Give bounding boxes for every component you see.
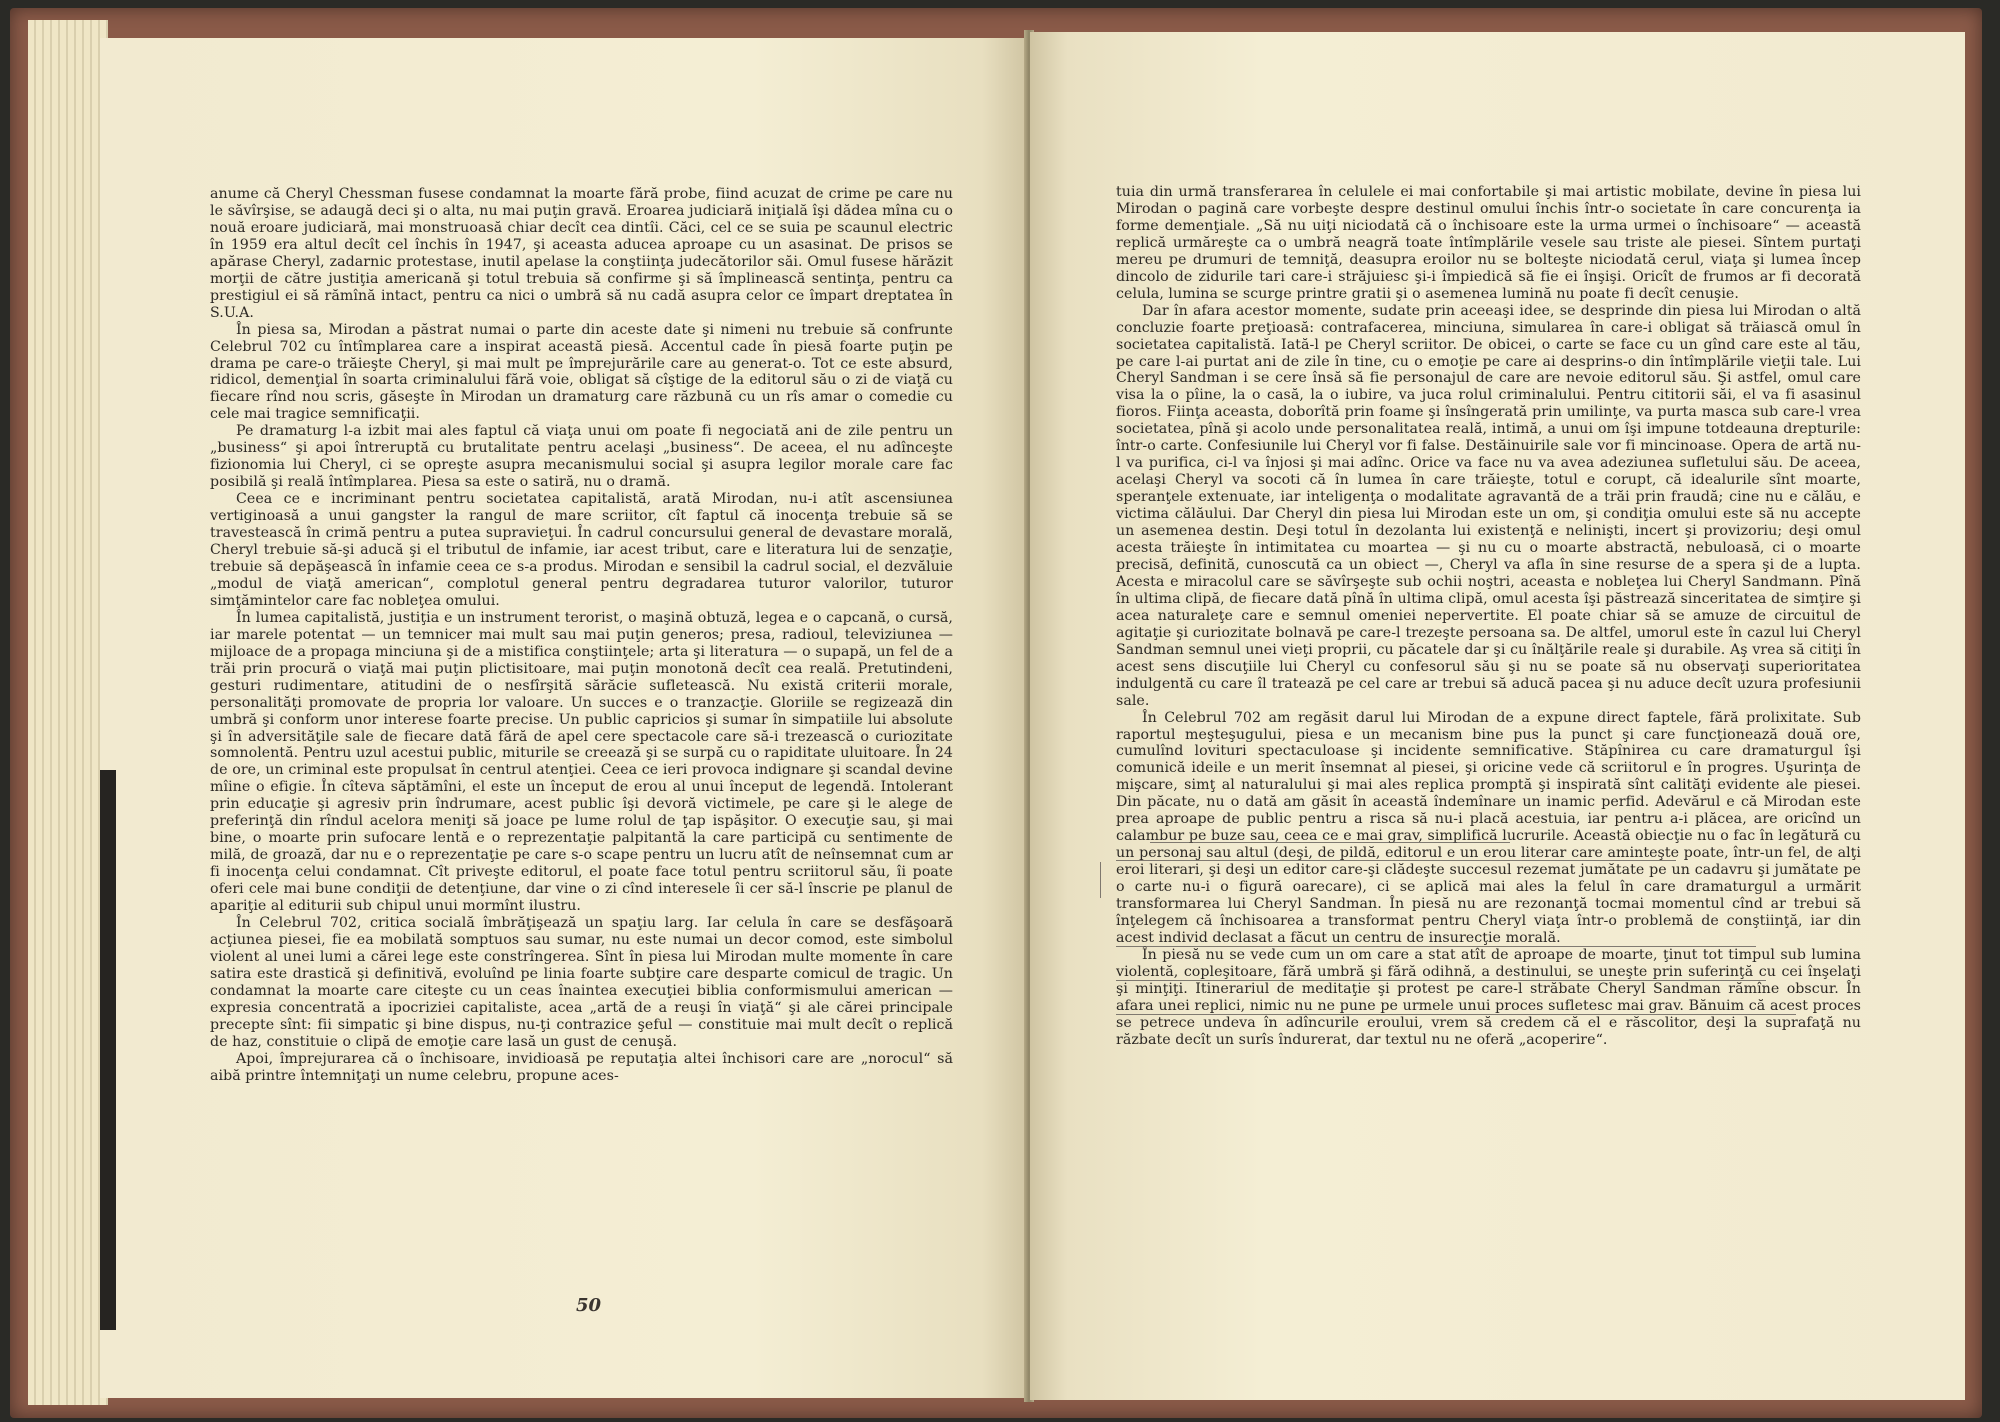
paragraph: În Celebrul 702 am regăsit darul lui Mirodan de a expune direct faptele, fără prolixitate. Sub raportul meşteşugului, piesa e un mecanism bine pus la punct şi care funcţionează două ore, cumulînd lovituri spectaculoase şi incidente semnificative. Stăpînirea cu care dramaturgul îşi comunică ideile e un merit însemnat al piesei, şi oricine vede că scriitorul e în progres. Uşurinţa de mişcare, simţ al naturalului şi mai ales replica promptă şi inspirată sînt calităţi evidente ale piesei. Din păcate, nu o dată am găsit în această îndemînare un inamic perfid. Adevărul e că Mirodan este prea aproape de public pentru a risca să nu-i placă acestuia, iar pentru a-i plăcea, are oricînd un calambur pe buze sau, ceea ce e mai grav, simplifică lucrurile. Această obiecţie nu o fac în legătură cu un personaj sau altul (deşi, de pildă, editorul e un erou literar care aminteşte poate, într-un fel, de alţi eroi literari, şi deşi un editor care-şi clădeşte succesul rezemat jumătate pe un cadavru şi jumătate pe o carte nu-i o figură oarecare), ci se aplică mai ales la felul în care dramaturgul a urmărit transformarea lui Cheryl Sandman. În piesă nu are rezonanţă tocmai momentul cînd ar trebui să înţelegem că închisoarea a transformat pentru Cheryl viaţa într-o problemă de conştiinţă, iar din acest individ declasat a făcut un centru de insurecţie morală. [1116,709,1861,946]
left-page-text [210,186,953,1085]
paragraph: În piesa sa, Mirodan a păstrat numai o parte din aceste date şi nimeni nu trebuie să confrunte Celebrul 702 cu întîmplarea care a inspirat această piesă. Accentul cade în piesă foarte puţin pe drama pe care-o trăieşte Cheryl, şi mai mult pe împrejurările care au generat-o. Tot ce este absurd, ridicol, demenţial în soarta criminalului fără voie, obligat să cîştige de la editorul său o zi de viaţă cu fiecare rînd nou scris, găseşte în Mirodan un dramaturg care răzbună cu un rîs amar o comedie cu cele mai tragice semnificaţii. [210,321,953,423]
page-stack [28,20,108,1405]
paragraph: Apoi, împrejurarea că o închisoare, invidioasă pe reputaţia altei închisori care are „norocul“ să aibă printre întemniţaţi un nume celebru, propune aces- [210,1050,953,1084]
paragraph: tuia din urmă transferarea în celulele ei mai confortabile şi mai artistic mobilate, devine în piesa lui Mirodan o pagină care vorbeşte despre destinul omului închis într-o societate în care concurenţa ia forme demenţiale. „Să nu uiţi niciodată că o închisoare este la urma urmei o închisoare“ — această replică urmăreşte ca o umbră neagră toate întîmplările vesele sau triste ale piesei. Sîntem purtaţi mereu pe drumuri de temniţă, deasupra eroilor nu se bolteşte niciodată cerul, viaţa şi lumea încep dincolo de zidurile tari care-i străjuiesc şi-i împiedică să fie ei înşişi. Oricît de frumos ar fi decorată celula, lumina se scurge printre gratii şi o asemenea lumină nu poate fi decît cenuşie. [1116,184,1861,302]
left-page [100,38,1028,1398]
pen-margin-mark [1100,862,1101,898]
right-page [1030,32,1965,1400]
paragraph: anume că Cheryl Chessman fusese condamnat la moarte fără probe, fiind acuzat de crime pe care nu le săvîrşise, se adaugă deci şi o alta, nu mai puţin gravă. Eroarea judiciară iniţială îşi dădea mîna cu o nouă eroare judiciară, mai monstruoasă chiar decît cea dintîi. Căci, cel ce se suia pe scaunul electric în 1959 era altul decît cel închis în 1947, şi aceasta aducea aproape cu un asasinat. De prisos se apărase Cheryl, zadarnic protestase, inutil apelase la conştiinţa judecătorilor săi. Omul fusese hărăzit morţii de către justiţia americană şi totul trebuia să confirme şi să împlinească sentinţa, pentru ca prestigiul ei să rămînă intact, pentru ca nici o umbră să nu cadă asupra celor ce împart dreptatea în S.U.A. [210,186,953,321]
right-page-text [1116,184,1861,1049]
paragraph: În piesă nu se vede cum un om care a stat atît de aproape de moarte, ţinut tot timpul sub lumina violentă, copleşitoare, fără umbră şi fără odihnă, a destinului, se uneşte prin suferinţă cu cei înşelaţi şi minţiţi. Itinerariul de meditaţie şi protest pe care-l străbate Cheryl Sandman rămîne obscur. În afara unei replici, nimic nu ne pune pe urmele unui proces sufletesc mai grav. Bănuim că acest proces se petrece undeva în adîncurile eroului, vrem să credem că el e răscolitor, deşi la suprafaţă nu răzbate decît un surîs îndurerat, dar textul nu ne oferă „acoperire“. [1116,946,1861,1048]
page-number: 50 [576,1295,602,1316]
paragraph: Ceea ce e incriminant pentru societatea capitalistă, arată Mirodan, nu-i atît ascensiunea vertiginoasă a unui gangster la rangul de mare scriitor, cît faptul că inocenţa trebuie să se travestească în crimă pentru a putea supravieţui. În cadrul concursului general de devastare morală, Cheryl trebuie să-şi aducă şi el tributul de infamie, iar acest tribut, care e literatura lui de senzaţie, trebuie să depăşească în infamie ceea ce s-a produs. Mirodan e sensibil la cadrul social, el dezvăluie „modul de viaţă american“, complotul general pentru degradarea tuturor valorilor, tuturor simţămintelor care fac nobleţea omului. [210,491,953,609]
paragraph: În lumea capitalistă, justiţia e un instrument terorist, o maşină obtuză, legea e o capcană, o cursă, iar marele potentat — un temnicer mai mult sau mai puţin generos; presa, radioul, televiziunea — mijloace de a propaga minciuna şi de a mistifica conştiinţele; arta şi literatura — o supapă, un fel de a trăi prin procură o viaţă mai puţin plictisitoare, mai puţin monotonă decît cea reală. Pretutindeni, gesturi rudimentare, atitudini de o nesfîrşită sărăcie sufletească. Nu există criterii morale, personalităţi promovate de propria lor valoare. Un succes e o tranzacţie. Gloriile se regizează din umbră şi conform unor interese foarte precise. Un public capricios şi sumar în simpatiile lui absolute şi în adversităţile sale de fiecare dată fără de apel cere spectacole care să-i trezească o curiozitate somnolentă. Pentru uzul acestui public, miturile se creează şi se surpă cu o rapiditate uluitoare. În 24 de ore, un criminal este propulsat în centrul atenţiei. Ceea ce ieri provoca indignare şi scandal devine mîine o efigie. În cîteva săptămîni, el este un început de erou al unui început de legendă. Intolerant prin educaţie şi agresiv prin îndrumare, acest public îşi devoră victimele, pe care şi le alege de preferinţă din rîndul acelora meniţi să joace pe lume rolul de ţap ispăşitor. O execuţie sau, şi mai bine, o moarte prin sufocare lentă e o reprezentaţie palpitantă la care participă cu sentimente de milă, de groază, dar nu e o reprezentaţie pe care s-o scape pentru un lucru atît de neînsemnat cum ar fi inocenţa celui condamnat. Cît priveşte editorul, el poate face totul pentru scriitorul său, îi poate oferi cele mai bune condiţii de detenţiune, dar vine o zi cînd interesele îi cer să-l înscrie pe planul de apariţie al editurii sub chipul unui mormînt ilustru. [210,609,953,915]
pen-underline [1116,1014,1796,1015]
pen-underline [1116,946,1756,947]
pen-underline [1116,980,1766,981]
paragraph: Dar în afara acestor momente, sudate prin aceeaşi idee, se desprinde din piesa lui Mirodan o altă concluzie foarte preţioasă: contrafacerea, minciuna, simularea în care-i obligat să trăiască omul în societatea capitalistă. Iată-l pe Cheryl scriitor. De obicei, o carte se face cu un gînd care este al tău, pe care l-ai purtat ani de zile în tine, cu o emoţie pe care ai desprins-o din întîmplările vieţii tale. Lui Cheryl Sandman i se cere însă să fie personajul de care are nevoie editorul său. Şi astfel, omul care visa la o pîine, la o casă, la o iubire, va juca rolul criminalului. Pentru cititorii săi, el va fi asasinul fioros. Fiinţa aceasta, doborîtă prin foame şi însîngerată prin umilinţe, va purta masca sub care-l vrea societatea, pînă şi acolo unde personalitatea reală, intimă, a unui om îşi impune totdeauna drepturile: într-o carte. Confesiunile lui Cheryl vor fi false. Destăinuirile sale vor fi mincinoase. Opera de artă nu-l va purifica, ci-l va înjosi şi mai adînc. Orice va face nu va avea adeziunea sufletului său. De aceea, acelaşi Cheryl va socoti că în lumea în care trăieşte, totul e corupt, că idealurile sînt moarte, speranţele extenuate, iar inteligenţa o modalitate agravantă de a trăi prin fraudă; cine nu e călău, e victima călăului. Dar Cheryl din piesa lui Mirodan este un om, şi condiţia omului este să nu accepte un asemenea destin. Deşi totul în dezolanta lui existenţă e nelinişti, incert şi provizoriu; deşi omul acesta trăieşte în intimitatea cu moartea — şi nu cu o moarte abstractă, nebuloasă, ci o moarte precisă, definită, cunoscută ca un obiect —, Cheryl va afla în sine resurse de a spera şi de a lupta. Acesta e miracolul care se săvîrşeşte sub ochii noştri, aceasta e nobleţea lui Cheryl Sandmann. Pînă în ultima clipă, de fiecare dată pînă în ultima clipă, omul acesta îşi păstrează sinceritatea de simţire şi acea naturaleţe care e semnul omeniei nepervertite. El poate chiar să se amuze de circuitul de agitaţie şi curiozitate bolnavă pe care-l trezeşte persoana sa. De altfel, umorul este în cazul lui Cheryl Sandman semnul unei vieţi proprii, cu păcatele dar şi cu înălţările reale şi durabile. Aş vrea să citiţi în acest sens discuţiile lui Cheryl cu confesorul său şi nu se poate să nu observaţi superioritatea indulgentă cu care îl tratează pe cel care ar trebui să aducă pacea şi nu aduce decît uzura profesiunii sale. [1116,302,1861,709]
pen-underline [1150,842,1510,843]
margin-bar [100,770,116,1330]
pen-underline [1116,860,1676,861]
paragraph: În Celebrul 702, critica socială îmbrăţişează un spaţiu larg. Iar celula în care se desfăşoară acţiunea piesei, fie ea mobilată somptuos sau sumar, nu este numai un decor comod, este simbolul violent al unei lumi a cărei lege este constrîngerea. Sînt în piesa lui Mirodan multe momente în care satira este drastică şi definitivă, evoluînd pe linia foarte subţire care desparte comicul de tragic. Un condamnat la moarte care citeşte cu un ceas înaintea execuţiei biblia conformismului american — expresia concentrată a ipocriziei capitaliste, acea „artă de a reuşi în viaţă“ şi ale cărei principale precepte sînt: fii simpatic şi bine dispus, nu-ţi contrazice şeful — constituie mai mult decît o replică de haz, constituie o clipă de emoţie care lasă un gust de cenuşă. [210,914,953,1050]
paragraph: Pe dramaturg l-a izbit mai ales faptul că viaţa unui om poate fi negociată ani de zile pentru un „business“ şi apoi întreruptă cu brutalitate pentru acelaşi „business“. De aceea, el nu adînceşte fizionomia lui Cheryl, ci se opreşte asupra mecanismului social şi asupra legilor morale care fac posibilă şi reală întîmplarea. Piesa sa este o satiră, nu o dramă. [210,423,953,491]
